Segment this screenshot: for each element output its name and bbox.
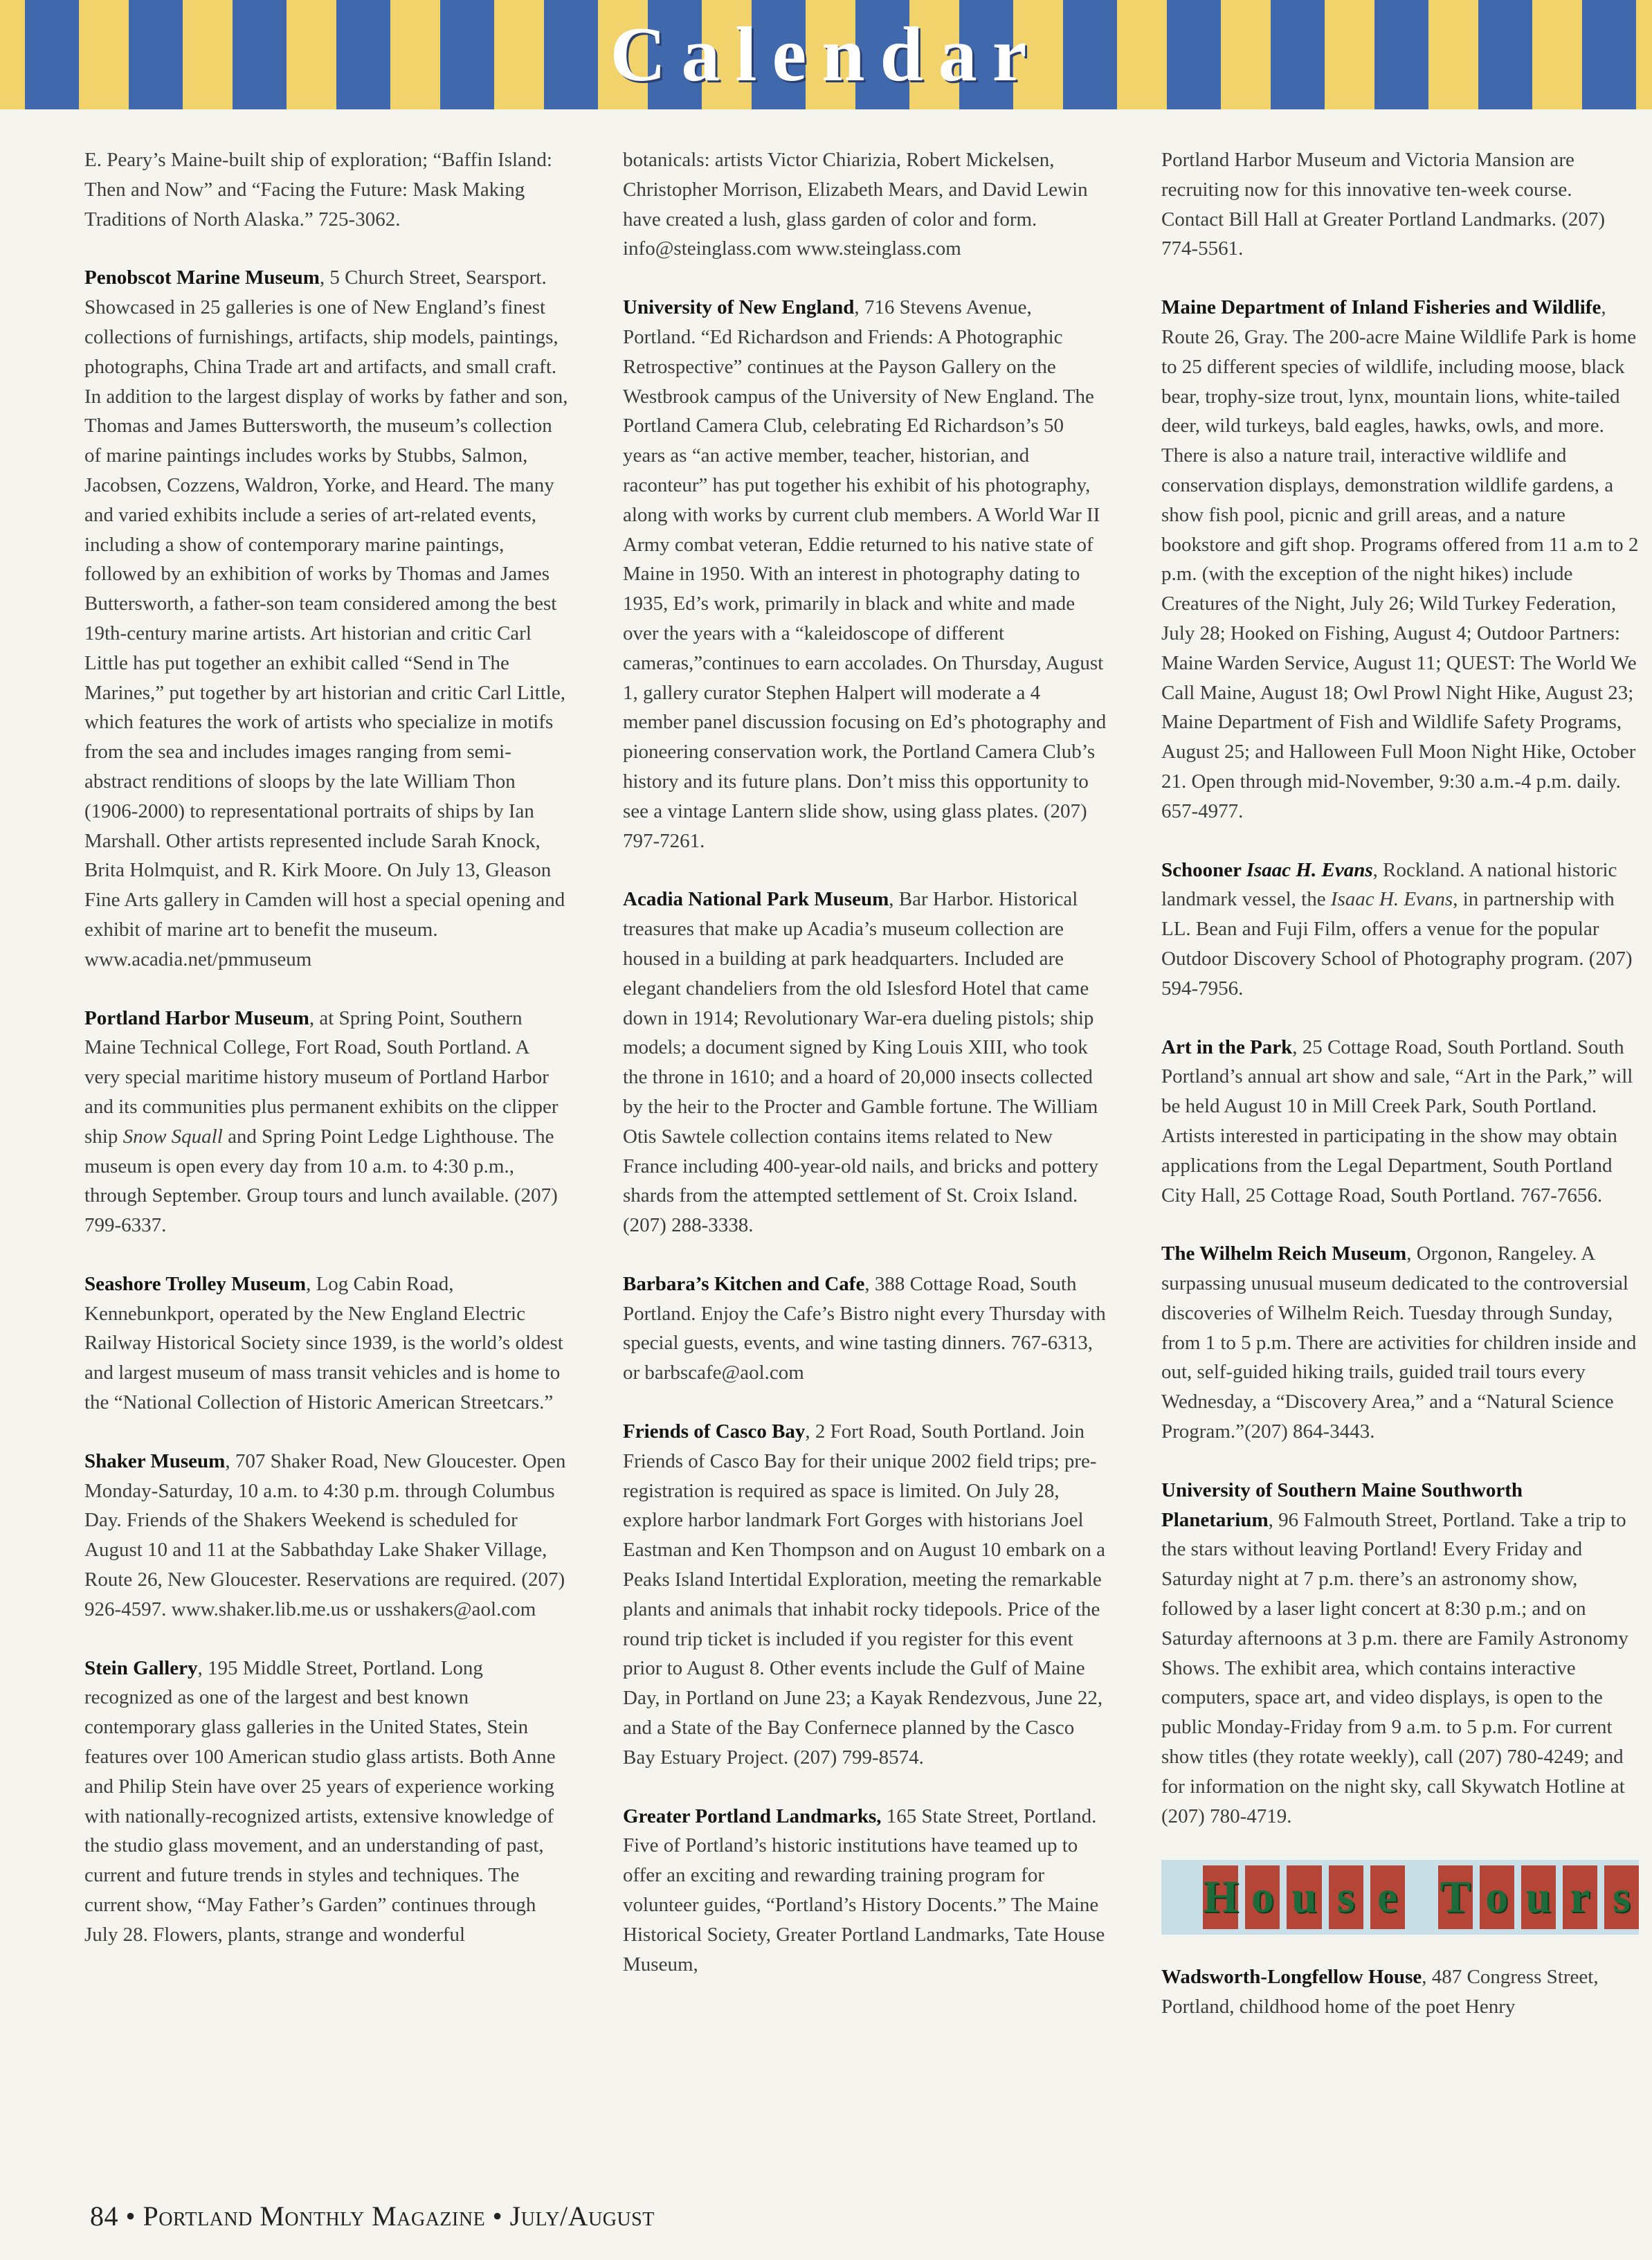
listing-reich-museum [1161, 1239, 1639, 1447]
listing-title: Shaker Museum [84, 1449, 226, 1472]
heading-letter-tile: e [1370, 1865, 1405, 1929]
listing-art-in-park [1161, 1033, 1639, 1211]
listing-title: University of New England [623, 296, 855, 319]
listing-stein-gallery [84, 1654, 569, 1950]
listing-title: Greater Portland Landmarks, [623, 1805, 882, 1827]
listing-text: , Route 26, Gray. The 200-acre Maine Wildlife Park is home to 25 different species of wildlife, including moose, black bear, trophy-size trout, lynx, mountain lions, white-tailed deer, wild turkeys, bald eagles, hawks, owls, and more. There is also a nature trail, interactive wildlife and conservation displays, demonstration wildlife gardens, a show fish pool, picnic and grill areas, and a nature bookstore and gift shop. Programs offered from 11 a.m to 2 p.m. (with the exception of the night hikes) include Creatures of the Night, July 26; Wild Turkey Federation, July 28; Hooked on Fishing, August 4; Outdoor Partners: Maine Warden Service, August 11; QUEST: The World We Call Maine, August 18; Owl Prowl Night Hike, August 23; Maine Department of Fish and Wildlife Safety Programs, August 25; and Halloween Full Moon Night Hike, October 21. Open through mid-November, 9:30 a.m.-4 p.m. daily. 657-4977. [1161, 296, 1639, 822]
page-footer: 84 • Portland Monthly Magazine • July/August [90, 2200, 655, 2232]
heading-letter-tile: T [1438, 1865, 1473, 1929]
listing-text: 165 State Street, Portland. Five of Portland’s historic institutions have teamed up to offer an exciting and rewarding training program for volunteer guides, “Portland’s History Docents.” The Maine Historical Society, Greater Portland Landmarks, Tate House Museum, [623, 1805, 1105, 1976]
listing-text: , 487 Congress Street, Portland, childhood home of the poet Henry [1161, 1966, 1599, 2018]
listing-schooner [1161, 856, 1639, 1004]
listing-text: , 96 Falmouth Street, Portland. Take a trip to the stars without leaving Portland! Every Friday and Saturday night at 7 p.m. there’s an astronomy show, followed by a laser light concert at 8:30 p.m.; and on Saturday afternoons at 3 p.m. there are Family Astronomy Shows. The exhibit area, which contains interactive computers, space art, and video displays, is open to the public Monday-Friday from 9 a.m. to 5 p.m. For current show titles (they rotate weekly), call (207) 780-4249; and for information on the night sky, call Skywatch Hotline at (207) 780-4719. [1161, 1508, 1628, 1827]
listing-text: , 195 Middle Street, Portland. Long recognized as one of the largest and best known contemporary glass galleries in the United States, Stein features over 100 American studio glass artists. Both Anne and Philip Stein have over 25 years of experience working with nationally-recognized artists, extensive knowledge of the studio glass movement, and an understanding of past, current and future trends in styles and techniques. The current show, “May Father’s Garden” continues through July 28. Flowers, plants, strange and wonderful [84, 1656, 556, 1946]
listing-casco-bay [623, 1417, 1107, 1773]
listing-portland-harbor [84, 1004, 569, 1240]
listing-title: Acadia National Park Museum [623, 888, 889, 911]
heading-letter-tile: s [1329, 1865, 1363, 1929]
heading-letter-tile: o [1480, 1865, 1514, 1929]
listing-title: Friends of Casco Bay [623, 1420, 806, 1443]
listing-text: , Bar Harbor. Historical treasures that make up Acadia’s museum collection are housed in a building at park headquarters. Included are elegant chandeliers from the old Islesford Hotel that came down in 1914; Revolutionary War-era dueling pistols; ship models; a document signed by King Louis XIII, who took the throne in 1610; and a hoard of 20,000 insects collected by the heir to the Procter and Gamble fortune. The William Otis Sawtele collection contains items related to New France including 400-year-old nails, and bricks and pottery shards from the attempted settlement of St. Croix Island. (207) 288-3338. [623, 888, 1099, 1237]
listing-text: , 2 Fort Road, South Portland. Join Friends of Casco Bay for their unique 2002 field trips; pre-registration is required as space is limited. On July 28, explore harbor landmark Fort Gorges with historians Joel Eastman and Ken Thompson and on August 10 embark on a Peaks Island Intertidal Exploration, meeting the remarkable plants and animals that inhabit rocky tidepools. Price of the round trip ticket is included if you register for this event prior to August 8. Other events include the Gulf of Maine Day, in Portland on June 23; a Kayak Rendezvous, June 22, and a State of the Bay Confernece planned by the Casco Bay Estuary Project. (207) 799-8574. [623, 1420, 1105, 1769]
column-1 [84, 145, 569, 1979]
listing-une [623, 293, 1107, 856]
column-3 [1161, 145, 1639, 2051]
listing-peary-continued [84, 145, 569, 234]
heading-letter-tile: s [1604, 1865, 1639, 1929]
listing-wadsworth-longfellow [1161, 1962, 1639, 2022]
listing-text: , Rockland. A national historic landmark vessel, the [1161, 858, 1617, 911]
listing-title: Portland Harbor Museum [84, 1006, 309, 1029]
listing-title: Barbara’s Kitchen and Cafe [623, 1272, 865, 1295]
listing-title: Wadsworth-Longfellow House [1161, 1966, 1422, 1989]
listing-text: , at Spring Point, Southern Maine Technical College, Fort Road, South Portland. A very special maritime history museum of Portland Harbor and its communities plus permanent exhibits on the clipper ship [84, 1006, 559, 1148]
listing-text: E. Peary’s Maine-built ship of exploration; “Baffin Island: Then and Now” and “Facing the Future: Mask Making Traditions of North Alaska.” 725-3062. [84, 149, 552, 230]
house-tours-heading [1161, 1860, 1639, 1935]
calendar-banner [0, 0, 1652, 109]
heading-letter-tile: u [1287, 1865, 1321, 1929]
listing-title: Maine Department of Inland Fisheries and Wildlife [1161, 296, 1601, 319]
listing-text: , in partnership with LL. Bean and Fuji Film, offers a venue for the popular Outdoor Discovery School of Photography program. (207) 594-7956. [1161, 888, 1633, 1000]
listing-shaker [84, 1447, 569, 1625]
listing-text: , 707 Shaker Road, New Gloucester. Open Monday-Saturday, 10 a.m. to 4:30 p.m. through Columbus Day. Friends of the Shakers Weekend is scheduled for August 10 and 11 at the Sabbathday Lake Shaker Village, Route 26, New Gloucester. Reservations are required. (207) 926-4597. www.shaker.lib.me.us or usshakers@aol.com [84, 1449, 566, 1620]
listing-text: , 25 Cottage Road, South Portland. South Portland’s annual art show and sale, “Art in the Park,” will be held August 10 in Mill Creek Park, South Portland. Artists interested in participating in the show may obtain applications from the Legal Department, South Portland City Hall, 25 Cottage Road, South Portland. 767-7656. [1161, 1036, 1633, 1206]
listing-penobscot [84, 263, 569, 974]
listing-title: University of Southern Maine Southworth Planetarium [1161, 1479, 1523, 1531]
listing-barbaras-kitchen [623, 1269, 1107, 1388]
heading-letter-tile: H [1203, 1865, 1238, 1929]
ship-name: Snow Squall [122, 1125, 223, 1148]
listing-text: , 388 Cottage Road, South Portland. Enjoy the Cafe’s Bistro night every Thursday with special guests, events, and wine tasting dinners. 767-6313, or barbscafe@aol.com [623, 1272, 1106, 1384]
listing-text: , Orgonon, Rangeley. A surpassing unusual museum dedicated to the controversial discoveries of Wilhelm Reich. Tuesday through Sunday, from 1 to 5 p.m. There are activities for children inside and out, self-guided hiking trails, guided trail tours every Wednesday, a “Discovery Area,” and a “Natural Science Program.”(207) 864-3443. [1161, 1242, 1637, 1443]
schooner-name: Isaac H. Evans [1330, 888, 1453, 911]
listing-title: Schooner [1161, 858, 1246, 881]
listing-title: Seashore Trolley Museum [84, 1272, 307, 1295]
listing-title: Art in the Park [1161, 1036, 1293, 1058]
listing-acadia [623, 885, 1107, 1240]
listing-title: The Wilhelm Reich Museum [1161, 1242, 1407, 1265]
listing-landmarks-continued [1161, 145, 1639, 264]
listing-seashore-trolley [84, 1269, 569, 1418]
listing-text: , 5 Church Street, Searsport. Showcased in 25 galleries is one of New England’s finest collections of furnishings, artifacts, ship models, paintings, photographs, China Trade art and artifacts, and small craft. In addition to the largest display of works by father and son, Thomas and James Buttersworth, the museum’s collection of marine paintings includes works by Stubbs, Salmon, Jacobsen, Cozzens, Waldron, Yorke, and Heard. The many and varied exhibits include a series of art-related events, including a show of contemporary marine paintings, followed by an exhibition of works by Thomas and James Buttersworth, a father-son team considered among the best 19th-century marine artists. Art historian and critic Carl Little has put together an exhibit called “Send in The Marines,” put together by art historian and critic Carl Little, which features the work of artists who specialize in motifs from the sea and includes images ranging from semi-abstract renditions of sloops by the late William Thon (1906-2000) to representational portraits of ships by Ian Marshall. Other artists represented include Sarah Knock, Brita Holmquist, and R. Kirk Moore. On July 13, Gleason Fine Arts gallery in Camden will host a special opening and exhibit of marine art to benefit the museum. www.acadia.net/pmmuseum [84, 266, 568, 970]
listing-inland-fisheries [1161, 293, 1639, 826]
listing-stein-continued [623, 145, 1107, 264]
heading-letter-tile: u [1521, 1865, 1556, 1929]
listing-greater-portland [623, 1802, 1107, 1980]
listing-planetarium [1161, 1476, 1639, 1832]
listing-title: Penobscot Marine Museum [84, 266, 320, 289]
column-2 [623, 145, 1107, 2008]
banner-title: Calendar [610, 11, 1042, 98]
listing-title: Stein Gallery [84, 1656, 198, 1679]
heading-letter-tile: r [1563, 1865, 1597, 1929]
listing-text: , Log Cabin Road, Kennebunkport, operated by the New England Electric Railway Historical Society since 1939, is the world’s oldest and largest museum of mass transit vehicles and is home to the “National Collection of Historic American Streetcars.” [84, 1272, 563, 1414]
listing-text: botanicals: artists Victor Chiarizia, Robert Mickelsen, Christopher Morrison, Elizabeth Mears, and David Lewin have created a lush, glass garden of color and form. info@steinglass.com www.steinglass.com [623, 149, 1088, 260]
listing-text: and Spring Point Ledge Lighthouse. The museum is open every day from 10 a.m. to 4:30 p.m., through September. Group tours and lunch available. (207) 799-6337. [84, 1125, 558, 1237]
listing-text: Portland Harbor Museum and Victoria Mansion are recruiting now for this innovative ten-week course. Contact Bill Hall at Greater Portland Landmarks. (207) 774-5561. [1161, 149, 1606, 260]
schooner-name: Isaac H. Evans [1246, 858, 1373, 881]
listing-text: , 716 Stevens Avenue, Portland. “Ed Richardson and Friends: A Photographic Retrospective” continues at the Payson Gallery on the Westbrook campus of the University of New England. The Portland Camera Club, celebrating Ed Richardson’s 50 years as “an active member, teacher, historian, and raconteur” has put together his exhibit of his photography, along with works by current club members. A World War II Army combat veteran, Eddie returned to his native state of Maine in 1950. With an interest in photography dating to 1935, Ed’s work, primarily in black and white and made over the years with a “kaleidoscope of different cameras,”continues to earn accolades. On Thursday, August 1, gallery curator Stephen Halpert will moderate a 4 member panel discussion focusing on Ed’s photography and pioneering conservation work, the Portland Camera Club’s history and its future plans. Don’t miss this opportunity to see a vintage Lantern slide show, using glass plates. (207) 797-7261. [623, 296, 1107, 852]
heading-letter-tile: o [1245, 1865, 1280, 1929]
